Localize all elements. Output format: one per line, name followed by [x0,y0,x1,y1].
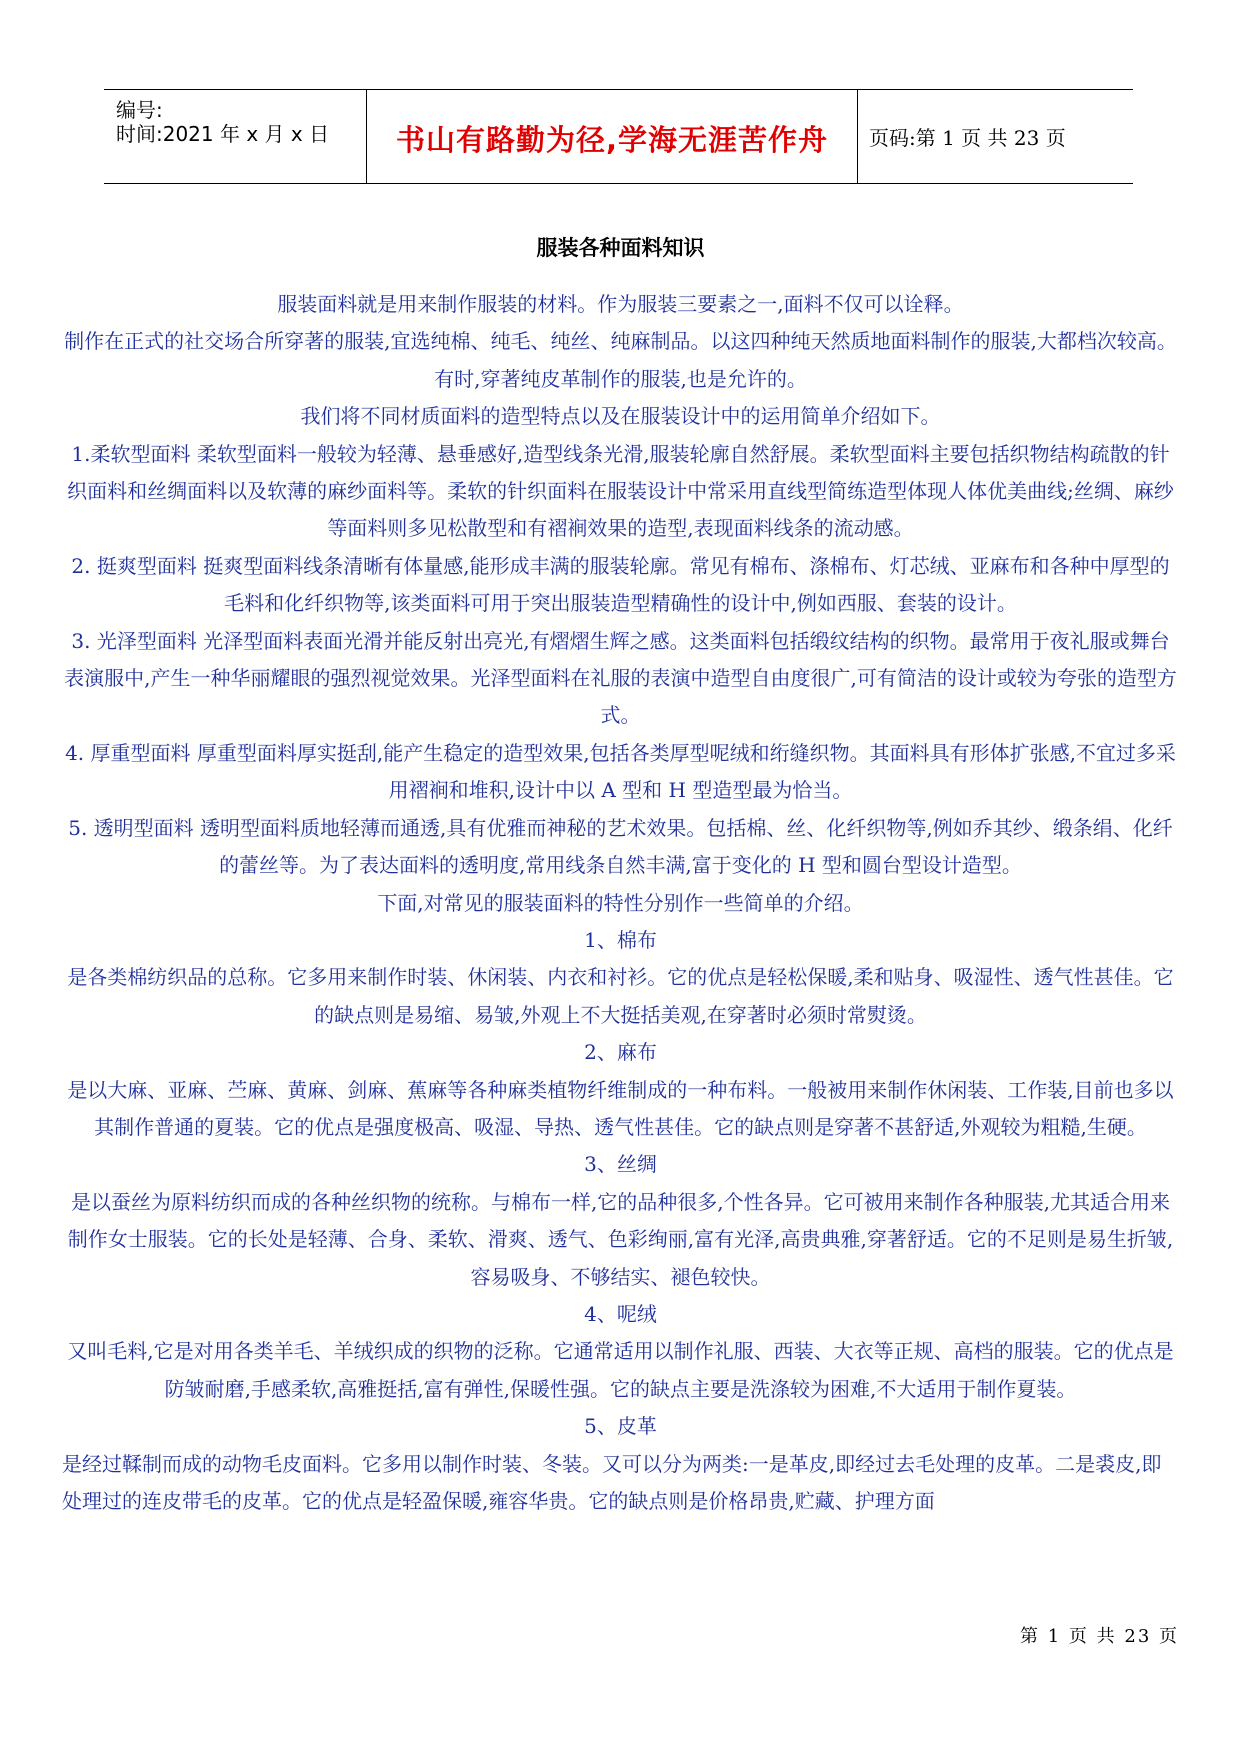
motto: 书山有路勤为径,学海无涯苦作舟 [395,123,829,157]
page-code: 页码:第 1 页 共 23 页 [869,126,1066,150]
body-paragraph: 又叫毛料,它是对用各类羊毛、羊绒织成的织物的泛称。它通常适用以制作礼服、西装、大衣等正规、高档的服装。它的优点是防皱耐磨,手感柔软,高雅挺括,富有弹性,保暖性强。它的缺点主要是洗涤较为困难,不大适用于制作夏装。 [67,1339,1174,1401]
body-paragraph: 4、呢绒 [584,1301,657,1326]
body-paragraph: 制作在正式的社交场合所穿著的服装,宜选纯棉、纯毛、纯丝、纯麻制品。以这四种纯天然质地面料制作的服装,大都档次较高。有时,穿著纯皮革制作的服装,也是允许的。 [64,329,1177,391]
body-paragraph: 3、丝绸 [584,1152,657,1177]
body-paragraph: 2. 挺爽型面料 挺爽型面料线条清晰有体量感,能形成丰满的服装轮廓。常见有棉布、涤棉布、灯芯绒、亚麻布和各种中厚型的毛料和化纤织物等,该类面料可用于突出服装造型精确性的设计中,例如西服、套装的设计。 [71,553,1170,616]
body-paragraph: 是以大麻、亚麻、苎麻、黄麻、剑麻、蕉麻等各种麻类植物纤维制成的一种布料。一般被用来制作休闲装、工作装,目前也多以其制作普通的夏装。它的优点是强度极高、吸湿、导热、透气性甚佳。它的缺点则是穿著不甚舒适,外观较为粗糙,生硬。 [67,1077,1174,1139]
body-paragraph: 是经过鞣制而成的动物毛皮面料。它多用以制作时装、冬装。又可以分为两类:一是革皮,即经过去毛处理的皮革。二是裘皮,即处理过的连皮带毛的皮革。它的优点是轻盈保暖,雍容华贵。它的缺点则是价格昂贵,贮藏、护理方面 [62,1451,1162,1513]
body-paragraph: 3. 光泽型面料 光泽型面料表面光滑并能反射出亮光,有熠熠生辉之感。这类面料包括缎纹结构的织物。最常用于夜礼服或舞台表演服中,产生一种华丽耀眼的强烈视觉效果。光泽型面料在礼服的表演中造型自由度很广,可有简洁的设计或较为夸张的造型方式。 [64,628,1177,728]
body-paragraph: 4. 厚重型面料 厚重型面料厚实挺刮,能产生稳定的造型效果,包括各类厚型呢绒和绗缝织物。其面料具有形体扩张感,不宜过多采用褶裥和堆积,设计中以 A 型和 H 型造型最为恰当。 [65,740,1176,803]
document-title: 服装各种面料知识 [536,236,705,260]
body-paragraph: 5. 透明型面料 透明型面料质地轻薄而通透,具有优雅而神秘的艺术效果。包括棉、丝、化纤织物等,例如乔其纱、缎条绢、化纤的蕾丝等。为了表达面料的透明度,常用线条自然丰满,富于变化的 H 型和圆台型设计造型。 [68,815,1173,878]
body-paragraph: 1.柔软型面料 柔软型面料一般较为轻薄、悬垂感好,造型线条光滑,服装轮廓自然舒展。柔软型面料主要包括织物结构疏散的针织面料和丝绸面料以及软薄的麻纱面料等。柔软的针织面料在服装设计中常采用直线型简练造型体现人体优美曲线;丝绸、麻纱等面料则多见松散型和有褶裥效果的造型,表现面料线条的流动感。 [67,441,1174,541]
body-paragraph: 2、麻布 [584,1040,657,1065]
body-paragraph: 是以蚕丝为原料纺织而成的各种丝织物的统称。与棉布一样,它的品种很多,个性各异。它可被用来制作各种服装,尤其适合用来制作女士服装。它的长处是轻薄、合身、柔软、滑爽、透气、色彩绚丽,富有光泽,高贵典雅,穿著舒适。它的不足则是易生折皱,容易吸身、不够结实、褪色较快。 [67,1189,1174,1289]
body-paragraph: 下面,对常见的服装面料的特性分别作一些简单的介绍。 [377,890,864,915]
body-paragraph: 是各类棉纺织品的总称。它多用来制作时装、休闲装、内衣和衬衫。它的优点是轻松保暖,柔和贴身、吸湿性、透气性甚佳。它的缺点则是易缩、易皱,外观上不大挺括美观,在穿著时必须时常熨烫。 [67,965,1174,1027]
header-info-cell [104,90,366,183]
time-label: 时间:2021 年 x 月 x 日 [116,122,330,146]
document-body [62,286,1179,1520]
header-page-cell [857,90,1133,183]
body-paragraph: 5、皮革 [584,1414,657,1439]
header-motto-cell [366,90,858,183]
body-paragraph: 服装面料就是用来制作服装的材料。作为服装三要素之一,面料不仅可以诠释。 [277,292,964,316]
page-number-footer: 第 1 页 共 23 页 [1020,1626,1179,1647]
number-label: 编号: [116,98,163,122]
header-table [104,89,1133,184]
body-paragraph: 我们将不同材质面料的造型特点以及在服装设计中的运用简单介绍如下。 [300,404,941,429]
body-paragraph: 1、棉布 [584,927,657,952]
